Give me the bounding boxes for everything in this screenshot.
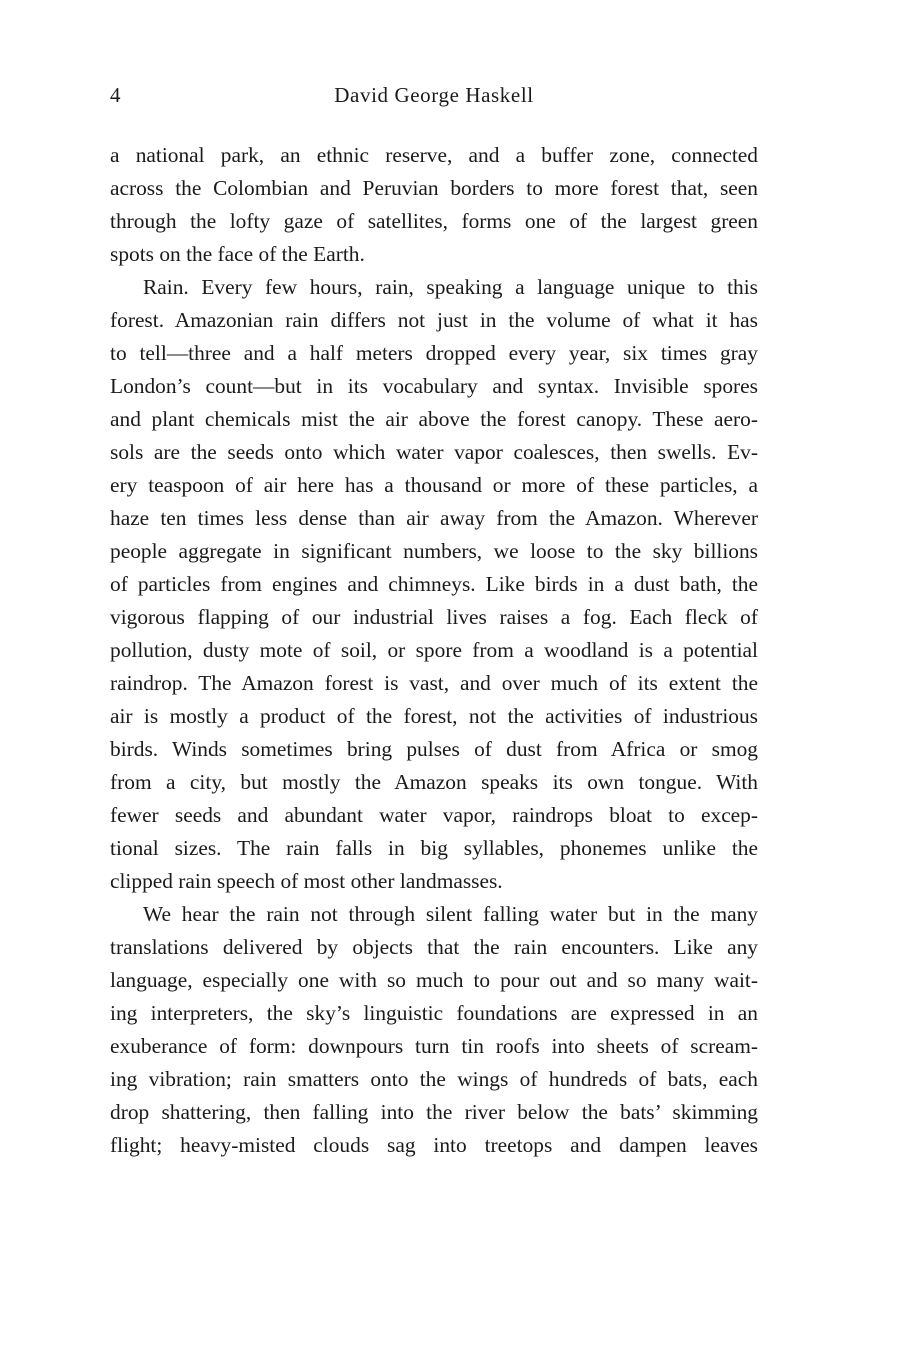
text-line: drop shattering, then falling into the river below the bats’ skimming	[110, 1100, 758, 1124]
text-line: flight; heavy-misted clouds sag into treetops and dampen leaves	[110, 1133, 758, 1157]
text-line: a national park, an ethnic reserve, and a buffer zone, connected	[110, 143, 758, 167]
text-line: haze ten times less dense than air away from the Amazon. Wherever	[110, 506, 758, 530]
text-line: raindrop. The Amazon forest is vast, and over much of its extent the	[110, 671, 758, 695]
paragraph	[110, 271, 758, 898]
text-line: London’s count—but in its vocabulary and syntax. Invisible spores	[110, 374, 758, 398]
text-line: language, especially one with so much to pour out and so many wait-	[110, 968, 758, 992]
text-line: pollution, dusty mote of soil, or spore from a woodland is a potential	[110, 638, 758, 662]
text-line: ing interpreters, the sky’s linguistic foundations are expressed in an	[110, 1001, 758, 1025]
text-line: and plant chemicals mist the air above the forest canopy. These aero-	[110, 407, 758, 431]
text-line: fewer seeds and abundant water vapor, raindrops bloat to excep-	[110, 803, 758, 827]
text-line: Rain. Every few hours, rain, speaking a language unique to this	[143, 275, 758, 299]
text-line: of particles from engines and chimneys. Like birds in a dust bath, the	[110, 572, 758, 596]
text-line: tional sizes. The rain falls in big syllables, phonemes unlike the	[110, 836, 758, 860]
text-line: clipped rain speech of most other landmasses.	[110, 869, 503, 893]
body-text	[110, 139, 758, 1162]
text-line: vigorous flapping of our industrial lives raises a fog. Each fleck of	[110, 605, 758, 629]
text-line: ery teaspoon of air here has a thousand or more of these particles, a	[110, 473, 758, 497]
page-number: 4	[110, 83, 121, 107]
text-line: to tell—three and a half meters dropped every year, six times gray	[110, 341, 758, 365]
text-line: forest. Amazonian rain differs not just in the volume of what it has	[110, 308, 758, 332]
text-line: from a city, but mostly the Amazon speaks its own tongue. With	[110, 770, 758, 794]
running-head	[110, 80, 758, 110]
text-line: birds. Winds sometimes bring pulses of dust from Africa or smog	[110, 737, 758, 761]
text-line: translations delivered by objects that the rain encounters. Like any	[110, 935, 758, 959]
text-line: sols are the seeds onto which water vapor coalesces, then swells. Ev-	[110, 440, 758, 464]
text-line: We hear the rain not through silent falling water but in the many	[143, 902, 758, 926]
paragraph	[110, 139, 758, 271]
text-line: across the Colombian and Peruvian borders to more forest that, seen	[110, 176, 758, 200]
text-line: people aggregate in significant numbers, we loose to the sky billions	[110, 539, 758, 563]
paragraph	[110, 898, 758, 1162]
running-head-author: David George Haskell	[334, 83, 534, 107]
text-line: exuberance of form: downpours turn tin roofs into sheets of scream-	[110, 1034, 758, 1058]
text-line: spots on the face of the Earth.	[110, 242, 365, 266]
text-line: through the lofty gaze of satellites, forms one of the largest green	[110, 209, 758, 233]
text-line: ing vibration; rain smatters onto the wings of hundreds of bats, each	[110, 1067, 758, 1091]
text-line: air is mostly a product of the forest, not the activities of industrious	[110, 704, 758, 728]
